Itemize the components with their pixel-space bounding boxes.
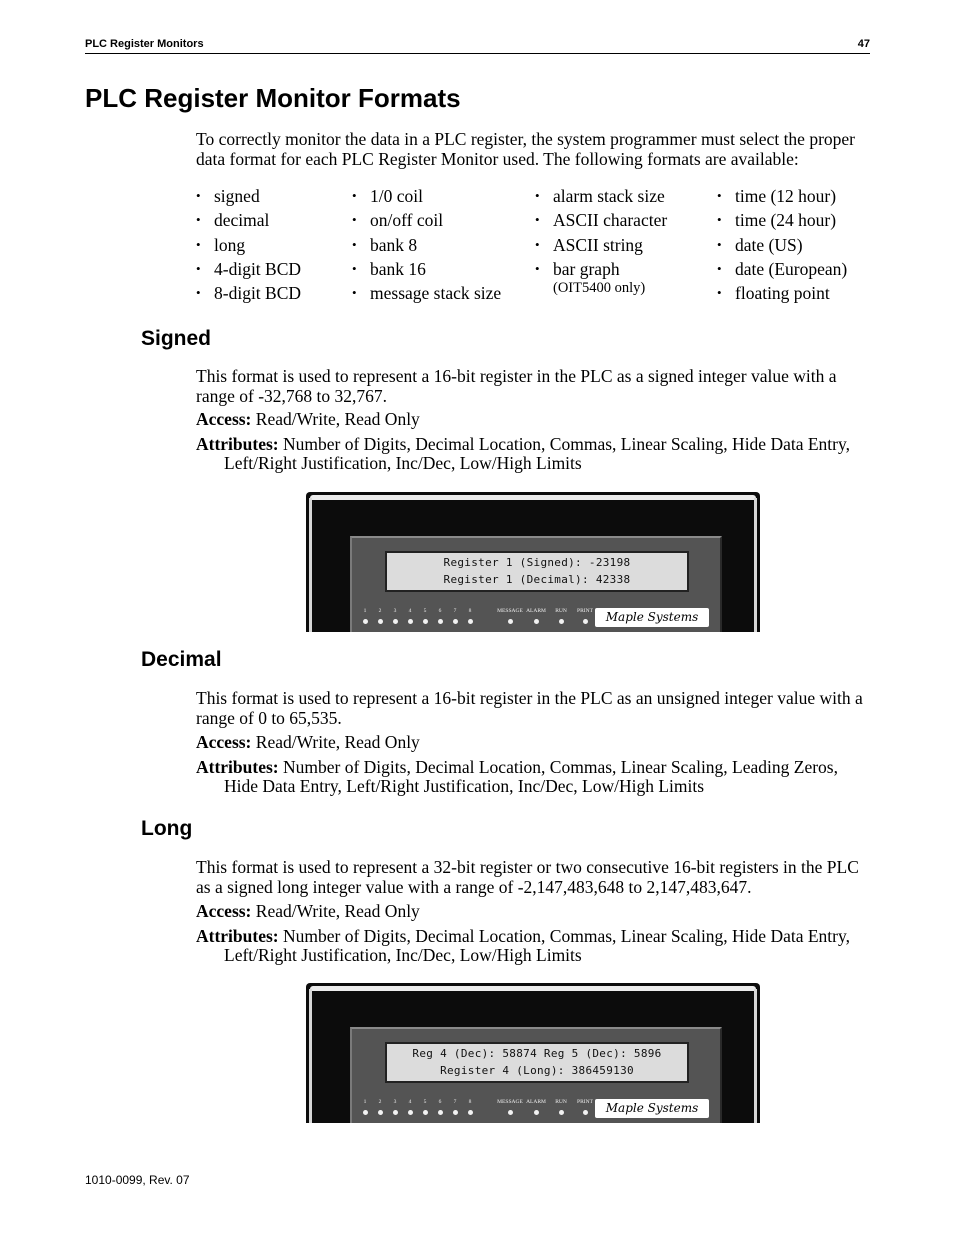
section-body-signed xyxy=(196,367,876,474)
lcd-line-2: Register 4 (Long): 386459130 xyxy=(440,1064,634,1077)
section-heading-decimal: Decimal xyxy=(141,648,222,671)
list-item: • decimal xyxy=(196,210,270,231)
list-item: • bar graph xyxy=(535,258,620,279)
maple-systems-logo: Maple Systems xyxy=(595,608,709,627)
led-alarm: ALARM xyxy=(521,1099,551,1115)
list-item: • date (European) xyxy=(717,258,848,279)
led-indicator: 2 xyxy=(373,608,387,624)
format-list-col3 xyxy=(535,184,667,296)
led-indicator: 6 xyxy=(433,1099,447,1115)
list-item: • ASCII character xyxy=(535,210,668,231)
list-item: • signed xyxy=(196,186,260,206)
format-list-col2 xyxy=(352,184,501,305)
list-item: • bank 8 xyxy=(352,234,418,255)
page-number: 47 xyxy=(857,38,870,50)
description: This format is used to represent a 16-bit register in the PLC as a signed integer value with a range of -32,768 to 32,767. xyxy=(196,366,837,406)
attributes-line: Attributes: Number of Digits, Decimal Location, Commas, Linear Scaling, Hide Data Entry, Left/Right Justification, Inc/Dec, Low/High Limits xyxy=(196,433,850,473)
led-message: MESSAGE xyxy=(495,1099,525,1115)
list-item-note: (OIT5400 only) xyxy=(553,280,646,297)
section-heading-long: Long xyxy=(141,817,193,840)
led-indicator: 5 xyxy=(418,608,432,624)
list-item: • ASCII string xyxy=(535,234,643,255)
led-indicator: 7 xyxy=(448,1099,462,1115)
led-indicator: 4 xyxy=(403,608,417,624)
list-item: • bank 16 xyxy=(352,258,426,279)
section-title: PLC Register Monitors xyxy=(85,38,204,50)
led-indicator: 7 xyxy=(448,608,462,624)
list-item: • long xyxy=(196,234,246,255)
list-item: • floating point xyxy=(717,283,830,304)
led-indicator: 3 xyxy=(388,1099,402,1115)
list-item: • time (24 hour) xyxy=(717,210,837,231)
format-list-col4 xyxy=(717,184,847,305)
indicator-leds xyxy=(358,1099,598,1121)
led-indicator: 2 xyxy=(373,1099,387,1115)
operator-panel-face xyxy=(350,1027,722,1123)
page-title: PLC Register Monitor Formats xyxy=(85,83,461,113)
lcd-line-1: Register 1 (Signed): -23198 xyxy=(443,556,631,569)
access-line: Access: Read/Write, Read Only xyxy=(196,409,420,429)
list-item: • date (US) xyxy=(717,234,803,255)
led-alarm: ALARM xyxy=(521,608,551,624)
list-item: • message stack size xyxy=(352,283,502,304)
list-item: • 8-digit BCD xyxy=(196,283,302,304)
led-print: PRINT xyxy=(570,1099,600,1115)
maple-systems-logo: Maple Systems xyxy=(595,1099,709,1118)
led-indicator: 5 xyxy=(418,1099,432,1115)
led-indicator: 4 xyxy=(403,1099,417,1115)
led-print: PRINT xyxy=(570,608,600,624)
running-header xyxy=(85,38,870,54)
display-panel-image xyxy=(306,983,760,1123)
led-indicator: 1 xyxy=(358,608,372,624)
attributes-line: Attributes: Number of Digits, Decimal Location, Commas, Linear Scaling, Leading Zeros, Hide Data Entry, Left/Right Justification, Inc/Dec, Low/High Limits xyxy=(196,756,838,796)
lcd-line-2: Register 1 (Decimal): 42338 xyxy=(443,573,631,586)
list-item: • time (12 hour) xyxy=(717,186,837,206)
led-indicator: 3 xyxy=(388,608,402,624)
section-body-decimal xyxy=(196,689,876,797)
format-list-col1 xyxy=(196,184,301,305)
led-indicator: 8 xyxy=(463,1099,477,1115)
led-indicator: 6 xyxy=(433,608,447,624)
list-item: • 1/0 coil xyxy=(352,186,423,206)
attributes-line: Attributes: Number of Digits, Decimal Location, Commas, Linear Scaling, Hide Data Entry, Left/Right Justification, Inc/Dec, Low/High Limits xyxy=(196,925,850,965)
lcd-line-1: Reg 4 (Dec): 58874 Reg 5 (Dec): 5896 xyxy=(412,1047,662,1060)
document-footer: 1010-0099, Rev. 07 xyxy=(85,1173,190,1187)
intro-paragraph: To correctly monitor the data in a PLC register, the system programmer must select the proper data format for each PLC Register Monitor used. The following formats are available: xyxy=(196,129,855,169)
list-item: • on/off coil xyxy=(352,210,444,231)
list-item: • alarm stack size xyxy=(535,186,665,206)
lcd-screen xyxy=(385,551,689,592)
section-body-long xyxy=(196,858,876,966)
led-indicator: 1 xyxy=(358,1099,372,1115)
access-line: Access: Read/Write, Read Only xyxy=(196,732,420,752)
led-message: MESSAGE xyxy=(495,608,525,624)
operator-panel-face xyxy=(350,536,722,632)
indicator-leds xyxy=(358,608,598,630)
led-run: RUN xyxy=(546,608,576,624)
list-item: • 4-digit BCD xyxy=(196,258,302,279)
description: This format is used to represent a 16-bit register in the PLC as an unsigned integer value with a range of 0 to 65,535. xyxy=(196,688,863,728)
display-panel-image xyxy=(306,492,760,632)
section-heading-signed: Signed xyxy=(141,327,212,350)
access-line: Access: Read/Write, Read Only xyxy=(196,901,420,921)
led-run: RUN xyxy=(546,1099,576,1115)
lcd-screen xyxy=(385,1042,689,1083)
led-indicator: 8 xyxy=(463,608,477,624)
description: This format is used to represent a 32-bit register or two consecutive 16-bit registers in the PLC as a signed long integer value with a range of -2,147,483,648 to 2,147,483,647. xyxy=(196,857,859,897)
